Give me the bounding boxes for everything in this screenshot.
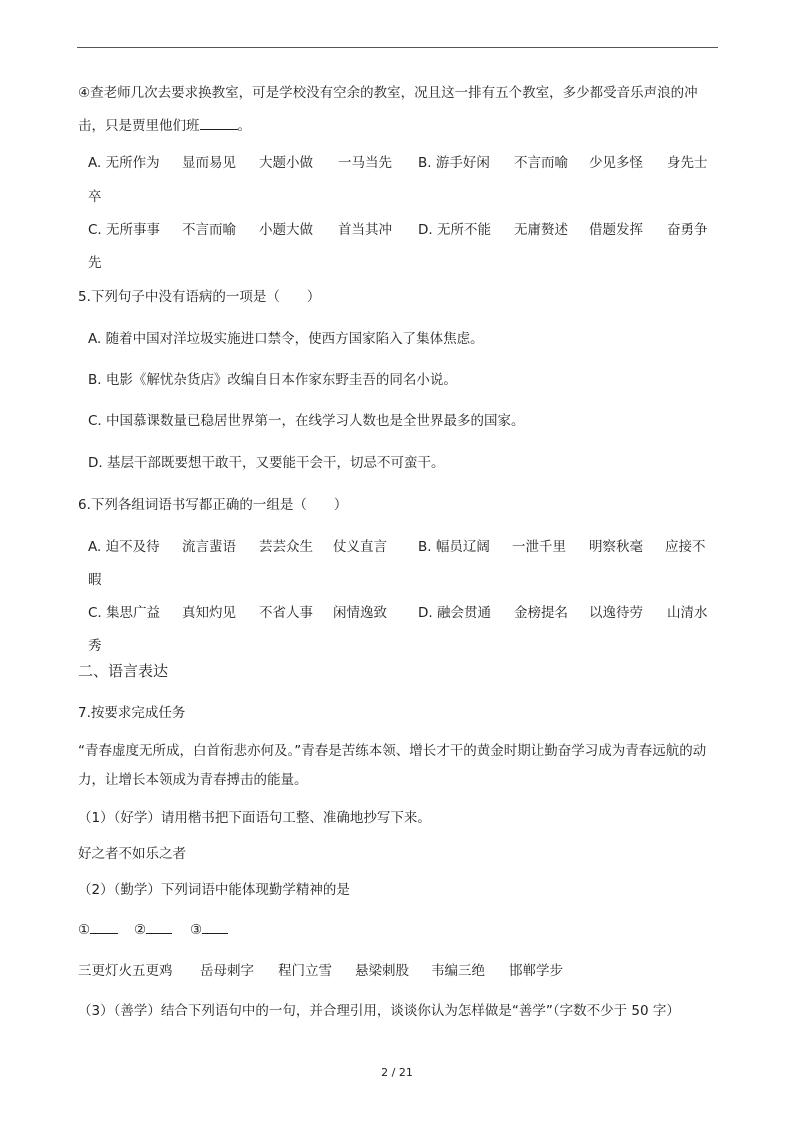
q6-option-d[interactable]: D. 融会贯通	[418, 605, 491, 621]
q5-option-a[interactable]: A. 随着中国对洋垃圾实施进口禁令，使西方国家陷入了集体焦虑。	[88, 331, 484, 347]
q6-option-a-word2: 流言蜚语	[182, 539, 236, 555]
q4-option-c[interactable]: C. 无所事事	[88, 222, 161, 238]
q6-option-d-wrap: 秀	[88, 638, 102, 654]
q4-stem-text: ④查老师几次去要求换教室，可是学校没有空余的教室，况且这一排有五个教室，多少都受音乐声浪的冲击，只是贾里他们班	[78, 85, 698, 134]
q7-blank-2-line[interactable]	[146, 919, 172, 934]
q7-word-1: 三更灯火五更鸡	[78, 963, 173, 979]
q6-option-a-word3: 芸芸众生	[259, 539, 313, 555]
q7-blank-3-line[interactable]	[202, 919, 228, 934]
q5-option-c[interactable]: C. 中国慕课数量已稳居世界第一，在线学习人数也是全世界最多的国家。	[88, 413, 525, 429]
q7-part1-text: 好之者不如乐之者	[78, 846, 186, 862]
q7-intro: “青春虚度无所成，白首衔悲亦何及。”青春是苦练本领、增长才干的黄金时期让勤奋学习成为青春远航的动力，让增长本领成为青春搏击的能量。	[78, 743, 707, 788]
q4-option-c-word3: 小题大做	[259, 222, 313, 238]
q6-option-b-wrap: 暇	[88, 572, 102, 588]
q7-blank-1-label: ①	[78, 922, 91, 938]
q6-option-b-word2: 一泄千里	[512, 539, 566, 555]
q7-part3: （3）（善学）结合下列语句中的一句，并合理引用，谈谈你认为怎样做是“善学”（字数不少于 50 字）	[78, 1003, 680, 1019]
q7-blank-2	[134, 919, 172, 940]
q5-option-d[interactable]: D. 基层干部既要想干敢干，又要能干会干，切忌不可蛮干。	[88, 455, 445, 471]
q4-option-b-word4: 身先士	[667, 155, 708, 171]
q7-word-6: 邯郸学步	[509, 963, 563, 979]
q4-answer-blank[interactable]	[200, 115, 238, 130]
q4-option-b-word3: 少见多怪	[589, 155, 643, 171]
q4-stem-suffix: 。	[237, 118, 251, 134]
q4-option-a-word2: 显而易见	[182, 155, 236, 171]
q6-option-d-word4: 山清水	[667, 605, 708, 621]
q7-part2: （2）（勤学）下列词语中能体现勤学精神的是	[78, 882, 350, 898]
q7-blank-3	[190, 919, 228, 940]
q4-option-d-word3: 借题发挥	[589, 222, 643, 238]
q4-option-a-word3: 大题小做	[259, 155, 313, 171]
q6-option-c-word4: 闲情逸致	[333, 605, 387, 621]
q6-option-b[interactable]: B. 幅员辽阔	[418, 539, 490, 555]
q6-option-b-word3: 明察秋毫	[589, 539, 643, 555]
q6-stem: 6.下列各组词语书写都正确的一组是（ ）	[78, 497, 348, 513]
q4-option-a[interactable]: A. 无所作为	[88, 155, 160, 171]
q7-part1: （1）（好学）请用楷书把下面语句工整、准确地抄写下来。	[78, 810, 431, 826]
q4-option-b-wrap: 卒	[88, 189, 102, 205]
q4-option-d-word2: 无庸赘述	[514, 222, 568, 238]
q6-option-c-word3: 不省人事	[259, 605, 313, 621]
q7-word-3: 程门立雪	[278, 963, 332, 979]
header-rule	[77, 47, 718, 48]
section-title: 二、语言表达	[78, 662, 169, 680]
q6-option-d-word2: 金榜提名	[514, 605, 568, 621]
q4-option-d[interactable]: D. 无所不能	[418, 222, 491, 238]
q4-option-d-word4: 奋勇争	[667, 222, 708, 238]
q6-option-c-word2: 真知灼见	[182, 605, 236, 621]
q4-option-d-wrap: 先	[88, 255, 102, 271]
page-number: 2 / 21	[381, 1066, 413, 1079]
q4-option-b[interactable]: B. 游手好闲	[418, 155, 490, 171]
q7-blank-1	[78, 919, 118, 940]
q6-option-a[interactable]: A. 迫不及待	[88, 539, 160, 555]
q4-option-c-word4: 首当其冲	[338, 222, 392, 238]
q4-option-a-word4: 一马当先	[338, 155, 392, 171]
q6-option-a-word4: 仗义直言	[333, 539, 387, 555]
q7-word-4: 悬梁刺股	[355, 963, 409, 979]
q6-option-c[interactable]: C. 集思广益	[88, 605, 161, 621]
q7-blank-3-label: ③	[190, 922, 203, 938]
q4-stem	[78, 77, 718, 143]
q7-word-2: 岳母刺字	[200, 963, 254, 979]
q6-option-b-word4: 应接不	[665, 539, 706, 555]
q7-blank-2-label: ②	[134, 922, 147, 938]
q7-word-5: 韦编三绝	[431, 963, 485, 979]
q6-option-d-word3: 以逸待劳	[589, 605, 643, 621]
q4-option-b-word2: 不言而喻	[514, 155, 568, 171]
q5-stem: 5.下列句子中没有语病的一项是（ ）	[78, 289, 321, 305]
q7-blank-1-line[interactable]	[90, 919, 118, 934]
q4-option-c-word2: 不言而喻	[182, 222, 236, 238]
q7-stem: 7.按要求完成任务	[78, 705, 186, 721]
q5-option-b[interactable]: B. 电影《解忧杂货店》改编自日本作家东野圭吾的同名小说。	[88, 372, 457, 388]
